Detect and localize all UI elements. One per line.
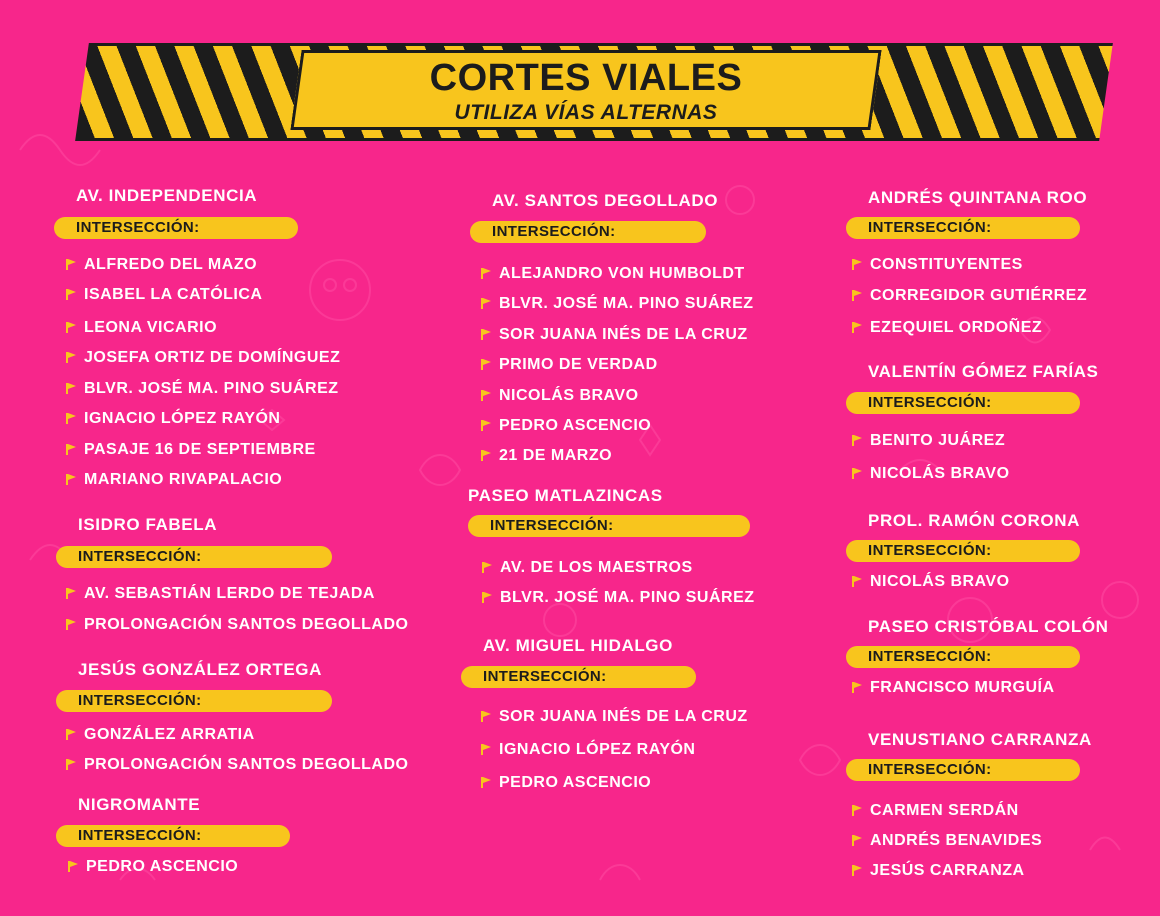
road-name: CARMEN SERDÁN [870, 802, 1019, 819]
block-av-santos-degollado [470, 190, 754, 464]
flag-icon [482, 562, 493, 573]
intersection-bar: INTERSECCIÓN: [846, 759, 1080, 781]
flag-icon [481, 420, 492, 431]
flag-icon [66, 352, 77, 363]
block-av-independencia [54, 185, 341, 488]
list-item [481, 707, 748, 727]
list-item [481, 294, 754, 314]
intersection-bar: INTERSECCIÓN: [468, 515, 750, 537]
list-item [481, 386, 639, 406]
flag-icon [481, 268, 492, 279]
street-name: JESÚS GONZÁLEZ ORTEGA [78, 660, 323, 679]
intersection-bar: INTERSECCIÓN: [846, 540, 1080, 562]
list-item [66, 409, 280, 429]
street-name: PROL. RAMÓN CORONA [868, 511, 1080, 530]
flag-icon [481, 450, 492, 461]
block-andres-quintana-roo [846, 187, 1088, 336]
road-name: CONSTITUYENTES [870, 256, 1023, 273]
list-item [481, 355, 658, 375]
list-item [66, 755, 408, 775]
intersection-bar: INTERSECCIÓN: [846, 646, 1080, 668]
list-item [66, 379, 339, 399]
flag-icon [481, 390, 492, 401]
road-name: PEDRO ASCENCIO [499, 417, 652, 434]
street-name: VALENTÍN GÓMEZ FARÍAS [868, 362, 1099, 381]
road-name: JOSEFA ORTIZ DE DOMÍNGUEZ [84, 349, 341, 366]
block-jesus-gonzalez-ortega [56, 659, 409, 773]
road-name: EZEQUIEL ORDOÑEZ [870, 319, 1043, 336]
list-item [852, 831, 1042, 851]
road-name: JESÚS CARRANZA [870, 862, 1025, 879]
flag-icon [481, 744, 492, 755]
road-name: BLVR. JOSÉ MA. PINO SUÁREZ [499, 295, 754, 312]
road-name: ISABEL LA CATÓLICA [84, 286, 263, 303]
road-name: BLVR. JOSÉ MA. PINO SUÁREZ [84, 380, 339, 397]
flag-icon [481, 711, 492, 722]
list-item [852, 801, 1019, 821]
list-item [481, 264, 745, 284]
block-av-miguel-hidalgo [461, 635, 748, 791]
list-item [481, 446, 612, 466]
flag-icon [66, 259, 77, 270]
flag-icon [852, 865, 863, 876]
flag-icon [66, 413, 77, 424]
road-name: ALEJANDRO VON HUMBOLDT [499, 265, 745, 282]
list-item [481, 416, 651, 436]
list-item [68, 857, 238, 877]
list-item [482, 588, 755, 608]
road-name: PASAJE 16 DE SEPTIEMBRE [84, 441, 316, 458]
road-name: CORREGIDOR GUTIÉRREZ [870, 287, 1088, 304]
flag-icon [481, 298, 492, 309]
street-name: AV. MIGUEL HIDALGO [483, 636, 673, 655]
block-isidro-fabela [56, 514, 409, 633]
flag-icon [66, 322, 77, 333]
street-name: PASEO CRISTÓBAL COLÓN [868, 617, 1109, 636]
road-name: GONZÁLEZ ARRATIA [84, 726, 255, 743]
street-name: PASEO MATLAZINCAS [468, 486, 663, 505]
list-item [66, 348, 340, 368]
flag-icon [66, 474, 77, 485]
list-item [481, 773, 651, 793]
list-item [66, 584, 375, 604]
list-item [852, 572, 1010, 592]
flag-icon [66, 759, 77, 770]
road-name: NICOLÁS BRAVO [870, 465, 1010, 482]
list-item [852, 286, 1087, 306]
street-name: ISIDRO FABELA [78, 515, 218, 534]
flag-icon [66, 619, 77, 630]
intersection-bar: INTERSECCIÓN: [461, 666, 696, 688]
list-item [852, 318, 1042, 338]
flag-icon [852, 322, 863, 333]
intersection-bar: INTERSECCIÓN: [846, 217, 1080, 239]
flag-icon [481, 329, 492, 340]
intersection-bar: INTERSECCIÓN: [470, 221, 706, 243]
road-name: IGNACIO LÓPEZ RAYÓN [84, 410, 281, 427]
road-name: AV. DE LOS MAESTROS [500, 559, 693, 576]
flag-icon [852, 835, 863, 846]
list-item [66, 470, 282, 490]
list-item [481, 325, 748, 345]
block-paseo-cristobal-colon [846, 616, 1109, 696]
intersection-bar: INTERSECCIÓN: [56, 825, 290, 847]
flag-icon [481, 359, 492, 370]
street-name: NIGROMANTE [78, 795, 201, 814]
intersection-bar: INTERSECCIÓN: [54, 217, 298, 239]
road-name: PRIMO DE VERDAD [499, 356, 658, 373]
flag-icon [852, 290, 863, 301]
road-name: MARIANO RIVAPALACIO [84, 471, 283, 488]
intersection-bar: INTERSECCIÓN: [56, 690, 332, 712]
flag-icon [852, 682, 863, 693]
flag-icon [481, 777, 492, 788]
road-name: PEDRO ASCENCIO [86, 858, 239, 875]
street-name: AV. SANTOS DEGOLLADO [492, 191, 719, 210]
road-name: IGNACIO LÓPEZ RAYÓN [499, 741, 696, 758]
list-item [66, 255, 257, 275]
flag-icon [66, 729, 77, 740]
road-name: LEONA VICARIO [84, 319, 218, 336]
road-name: NICOLÁS BRAVO [499, 387, 639, 404]
road-name: BLVR. JOSÉ MA. PINO SUÁREZ [500, 589, 755, 606]
road-name: SOR JUANA INÉS DE LA CRUZ [499, 708, 748, 725]
road-name: SOR JUANA INÉS DE LA CRUZ [499, 326, 748, 343]
flag-icon [852, 576, 863, 587]
list-item [852, 678, 1055, 698]
list-item [66, 318, 217, 338]
flag-icon [66, 289, 77, 300]
page-title: CORTES VIALES [429, 57, 743, 99]
block-paseo-matlazincas [468, 485, 755, 606]
list-item [852, 255, 1023, 275]
street-name: AV. INDEPENDENCIA [76, 186, 258, 205]
list-item [66, 725, 255, 745]
road-name: FRANCISCO MURGUÍA [870, 679, 1055, 696]
block-venustiano-carranza [846, 729, 1092, 879]
flag-icon [852, 259, 863, 270]
flag-icon [66, 383, 77, 394]
list-item [66, 615, 408, 635]
road-name: AV. SEBASTIÁN LERDO DE TEJADA [84, 585, 375, 602]
block-prol-ramon-corona [846, 510, 1080, 590]
intersection-bar: INTERSECCIÓN: [56, 546, 332, 568]
list-item [66, 285, 262, 305]
road-name: BENITO JUÁREZ [870, 432, 1006, 449]
road-name: PEDRO ASCENCIO [499, 774, 652, 791]
street-name: ANDRÉS QUINTANA ROO [868, 188, 1088, 207]
block-valentin-gomez-farias [846, 361, 1099, 482]
road-name: ALFREDO DEL MAZO [84, 256, 258, 273]
flag-icon [68, 861, 79, 872]
street-name: VENUSTIANO CARRANZA [868, 730, 1092, 749]
list-item [66, 440, 316, 460]
list-item [482, 558, 693, 578]
road-name: 21 DE MARZO [499, 447, 613, 464]
list-item [852, 431, 1005, 451]
road-name: PROLONGACIÓN SANTOS DEGOLLADO [84, 756, 409, 773]
road-name: ANDRÉS BENAVIDES [870, 832, 1043, 849]
flag-icon [852, 468, 863, 479]
list-item [481, 740, 695, 760]
road-name: PROLONGACIÓN SANTOS DEGOLLADO [84, 616, 409, 633]
flag-icon [852, 435, 863, 446]
road-name: NICOLÁS BRAVO [870, 573, 1010, 590]
block-nigromante [56, 794, 239, 875]
flag-icon [66, 444, 77, 455]
page-subtitle: UTILIZA VÍAS ALTERNAS [454, 101, 718, 124]
flag-icon [66, 588, 77, 599]
list-item [852, 861, 1025, 881]
flag-icon [482, 592, 493, 603]
list-item [852, 464, 1010, 484]
flag-icon [852, 805, 863, 816]
intersection-bar: INTERSECCIÓN: [846, 392, 1080, 414]
